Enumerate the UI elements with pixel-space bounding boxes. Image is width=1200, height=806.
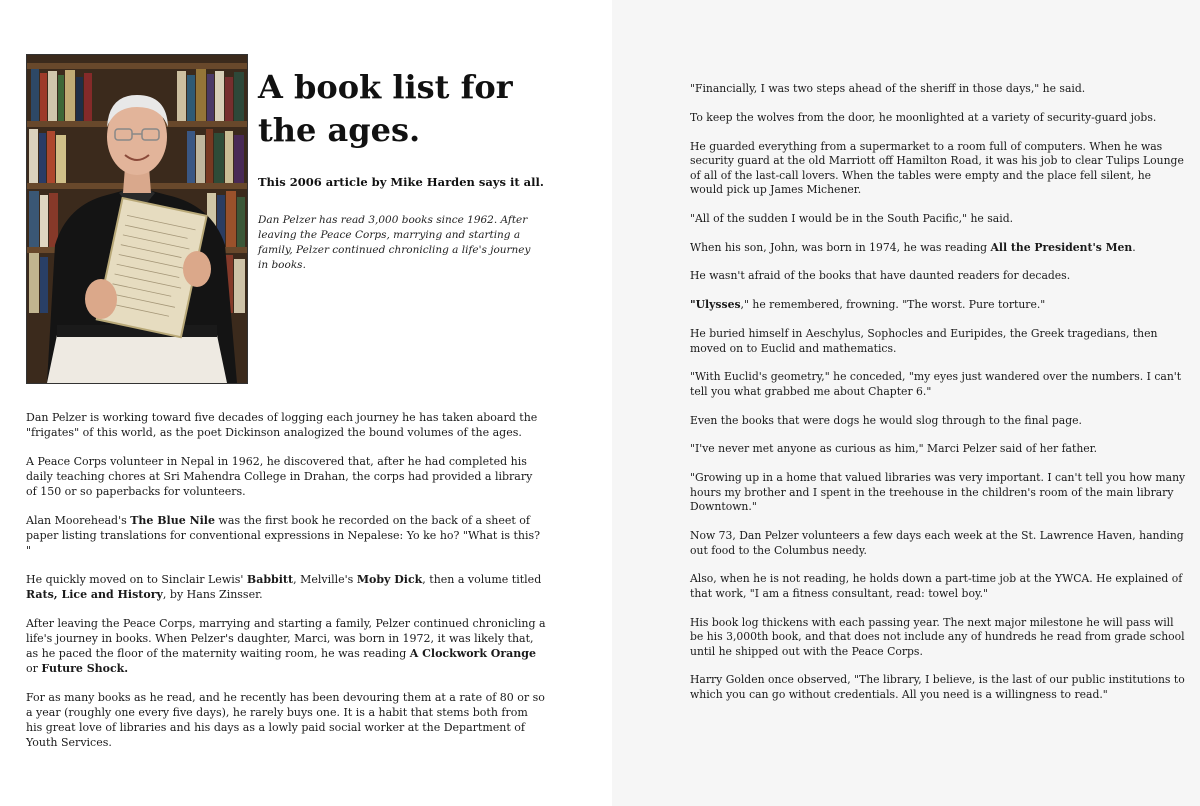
- book-title: Future Shock.: [41, 662, 129, 675]
- book-title: All the President's Men: [990, 240, 1133, 254]
- left-column-text: [26, 410, 546, 764]
- paragraph: "Financially, I was two steps ahead of the sheriff in those days," he said.: [690, 82, 1086, 95]
- paragraph: "All of the sudden I would be in the South Pacific," he said.: [690, 211, 1014, 225]
- paragraph: Dan Pelzer is working toward five decades of logging each journey he has taken aboard the "frigates" of this world, as the poet Dickinson analogized the bound volumes of the ages.: [26, 411, 538, 439]
- portrait-illustration: [27, 55, 247, 383]
- right-column-text: [690, 82, 1186, 717]
- paragraph: Alan Moorehead's The Blue Nile was the first book he recorded on the back of a sheet of paper listing translations for conventional expressions in Nepalese: Yo ke ho? "What is this? ": [26, 514, 541, 557]
- paragraph: When his son, John, was born in 1974, he was reading All the President's Men.: [690, 240, 1136, 254]
- paragraph: He guarded everything from a supermarket to a room full of computers. When he was security guard at the old Marriott off Hamilton Road, it was his job to clear Tulips Lounge of all of the last-call lovers. When the tables were empty and the place fell silent, he would pick up James Michener.: [690, 139, 1184, 197]
- paragraph: For as many books as he read, and he recently has been devouring them at a rate of 80 or so a year (roughly one every five days), he rarely buys one. It is a habit that stems both from his great love of libraries and his days as a lowly paid social worker at the Department of Youth Services.: [26, 691, 545, 749]
- paragraph: He buried himself in Aeschylus, Sophocles and Euripides, the Greek tragedians, then moved on to Euclid and mathematics.: [690, 327, 1158, 355]
- headline-line-2: the ages.: [258, 111, 421, 149]
- paragraph: His book log thickens with each passing year. The next major milestone he will pass will be his 3,000th book, and that does not include any of hundreds he read from grade school until he shipped out with the Peace Corps.: [690, 615, 1185, 658]
- book-title: "Ulysses: [690, 298, 741, 312]
- paragraph: He quickly moved on to Sinclair Lewis' Babbitt, Melville's Moby Dick, then a volume titled Rats, Lice and History, by Hans Zinsser.: [26, 573, 542, 601]
- article-subhead: This 2006 article by Mike Harden says it all.: [258, 175, 544, 189]
- paragraph: He wasn't afraid of the books that have daunted readers for decades.: [690, 269, 1071, 283]
- paragraph: "Growing up in a home that valued libraries was very important. I can't tell you how many hours my brother and I spent in the treehouse in the children's room of the main library Downtown.": [690, 471, 1186, 514]
- book-title: Babbitt: [246, 573, 294, 586]
- paragraph: To keep the wolves from the door, he moonlighted at a variety of security-guard jobs.: [690, 110, 1157, 124]
- book-title: The Blue Nile: [130, 514, 215, 527]
- article-headline: [258, 66, 588, 152]
- headline-line-1: A book list for: [258, 68, 513, 106]
- paragraph: Even the books that were dogs he would slog through to the final page.: [690, 413, 1082, 427]
- photo-caption: Dan Pelzer has read 3,000 books since 1962. After leaving the Peace Corps, marrying and starting a family, Pelzer continued chronicling a life's journey in books.: [258, 214, 531, 271]
- paragraph: After leaving the Peace Corps, marrying and starting a family, Pelzer continued chronicling a life's journey in books. When Pelzer's daughter, Marci, was born in 1972, it was likely that, as he paced the floor of the maternity waiting room, he was reading A Clockwork Orange or Future Shock.: [26, 617, 546, 675]
- paragraph: "Ulysses," he remembered, frowning. "The worst. Pure torture.": [690, 298, 1046, 312]
- portrait-photo: [26, 54, 248, 384]
- book-title: Rats, Lice and History: [26, 588, 163, 601]
- book-title: A Clockwork Orange: [409, 647, 536, 660]
- paragraph: "I've never met anyone as curious as him," Marci Pelzer said of her father.: [690, 442, 1098, 456]
- paragraph: A Peace Corps volunteer in Nepal in 1962, he discovered that, after he had completed his daily teaching chores at Sri Mahendra College in Drahan, the corps had provided a library of 150 or so paperbacks for volunteers.: [26, 455, 533, 498]
- paragraph: "With Euclid's geometry," he conceded, "my eyes just wandered over the numbers. I can't tell you what grabbed me about Chapter 6.": [690, 370, 1182, 398]
- paragraph: Harry Golden once observed, "The library, I believe, is the last of our public institutions to which you can go without credentials. All you need is a willingness to read.": [690, 673, 1185, 701]
- paragraph: Also, when he is not reading, he holds down a part-time job at the YWCA. He explained of that work, "I am a fitness consultant, read: towel boy.": [690, 572, 1183, 600]
- book-title: Moby Dick: [356, 573, 423, 586]
- paragraph: Now 73, Dan Pelzer volunteers a few days each week at the St. Lawrence Haven, handing out food to the Columbus needy.: [690, 529, 1184, 557]
